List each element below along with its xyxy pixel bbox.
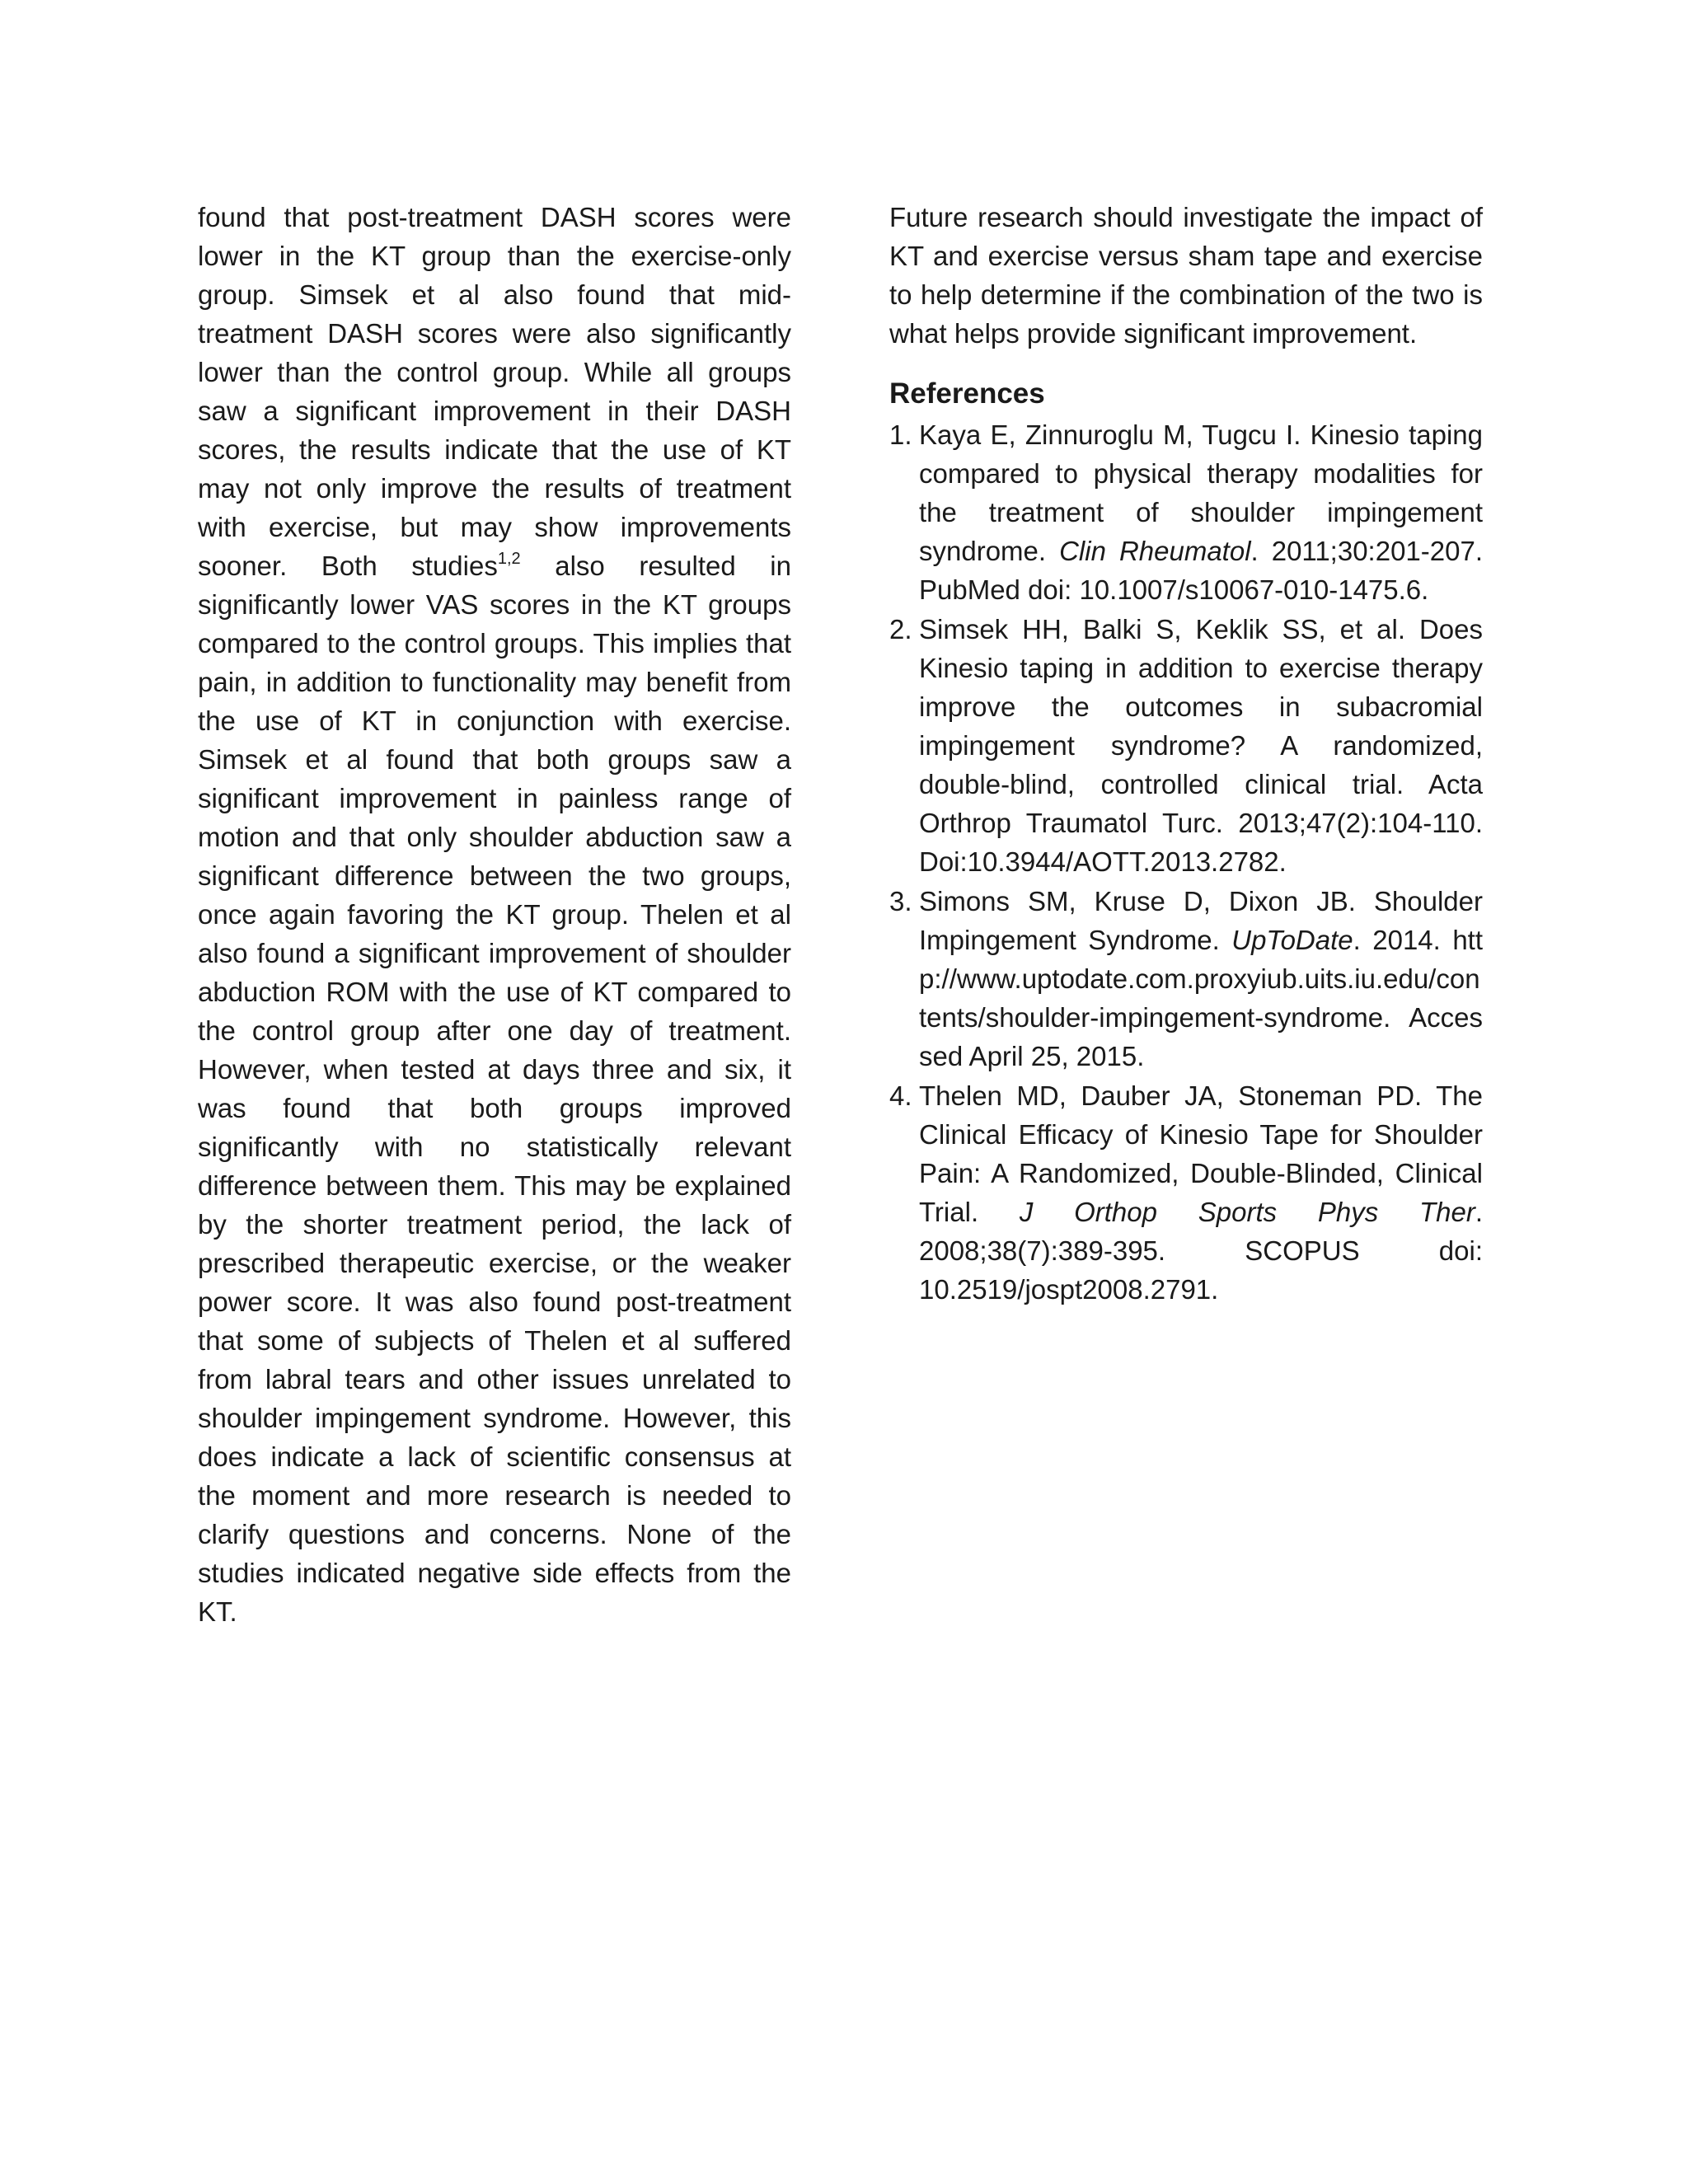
references-heading: References bbox=[889, 377, 1045, 410]
reference-text: Kaya E, Zinnuroglu M, Tugcu I. Kinesio taping compared to physical therapy modalities for the treatment of shoulder impingement syndrome. bbox=[919, 419, 1483, 566]
right-column bbox=[889, 198, 1483, 1310]
reference-details: . 2014. bbox=[1353, 925, 1441, 955]
reference-number: 2. bbox=[889, 614, 912, 644]
references-list bbox=[889, 415, 1483, 1309]
reference-text: Simsek HH, Balki S, Keklik SS, et al. Does Kinesio taping in addition to exercise therapy improve the outcomes in subacromial impingement syndrome? A randomized, double-blind, controlled clinical trial. Acta Orthrop Traumatol Turc. 2013;47(2):104-110. Doi:10.3944/AOTT.2013.2782. bbox=[919, 614, 1483, 877]
citation-superscript: 1,2 bbox=[497, 550, 521, 568]
reference-number: 4. bbox=[889, 1080, 912, 1111]
future-research-paragraph: Future research should investigate the impact of KT and exercise versus sham tape and exercise to help determine if the combination of the two is what helps provide significant improvement. bbox=[889, 202, 1483, 349]
reference-item bbox=[889, 415, 1483, 609]
reference-number: 1. bbox=[889, 419, 912, 450]
left-column bbox=[198, 198, 791, 1631]
reference-item bbox=[889, 610, 1483, 881]
reference-journal: UpToDate bbox=[1231, 925, 1353, 955]
reference-text: Thelen MD, Dauber JA, Stoneman PD. The Clinical Efficacy of Kinesio Tape for Shoulder Pain: A Randomized, Double-Blinded, Clinical Trial. bbox=[919, 1080, 1483, 1227]
discussion-text-part1: found that post-treatment DASH scores were lower in the KT group than the exercise-only group. Simsek et al also found that mid-treatment DASH scores were also significantly lower than the control group. While all groups saw a significant improvement in their DASH scores, the results indicate that the use of KT may not only improve the results of treatment with exercise, but may show improvements sooner. Both studies bbox=[198, 202, 791, 581]
reference-journal: J Orthop Sports Phys Ther bbox=[1019, 1197, 1475, 1227]
reference-details: . 2011;30:201-207. PubMed doi: 10.1007/s10067-010-1475.6. bbox=[919, 536, 1483, 605]
reference-number: 3. bbox=[889, 886, 912, 916]
reference-text: Simons SM, Kruse D, Dixon JB. Shoulder Impingement Syndrome. bbox=[919, 886, 1483, 955]
reference-journal: Clin Rheumatol bbox=[1059, 536, 1251, 566]
reference-url[interactable]: http://www.uptodate.com.proxyiub.uits.iu.edu/contents/shoulder-impingement-syndrome. Accessed April 25, 2015. bbox=[919, 925, 1484, 1071]
reference-item bbox=[889, 1076, 1483, 1309]
discussion-text-part2: also resulted in significantly lower VAS scores in the KT groups compared to the control groups. This implies that pain, in addition to functionality may benefit from the use of KT in conjunction with exercise. Simsek et al found that both groups saw a significant improvement in painless range of motion and that only shoulder abduction saw a significant difference between the two groups, once again favoring the KT group. Thelen et al also found a significant improvement of shoulder abduction ROM with the use of KT compared to the control group after one day of treatment. However, when tested at days three and six, it was found that both groups improved significantly with no statistically relevant difference between them. This may be explained by the shorter treatment period, the lack of prescribed therapeutic exercise, or the weaker power score. It was also found post-treatment that some of subjects of Thelen et al suffered from labral tears and other issues unrelated to shoulder impingement syndrome. However, this does indicate a lack of scientific consensus at the moment and more research is needed to clarify questions and concerns. None of the studies indicated negative side effects from the KT. bbox=[198, 551, 791, 1627]
discussion-paragraph bbox=[198, 198, 791, 1631]
reference-item bbox=[889, 882, 1483, 1076]
reference-details: . 2008;38(7):389-395. SCOPUS doi: 10.2519/jospt2008.2791. bbox=[919, 1197, 1483, 1305]
